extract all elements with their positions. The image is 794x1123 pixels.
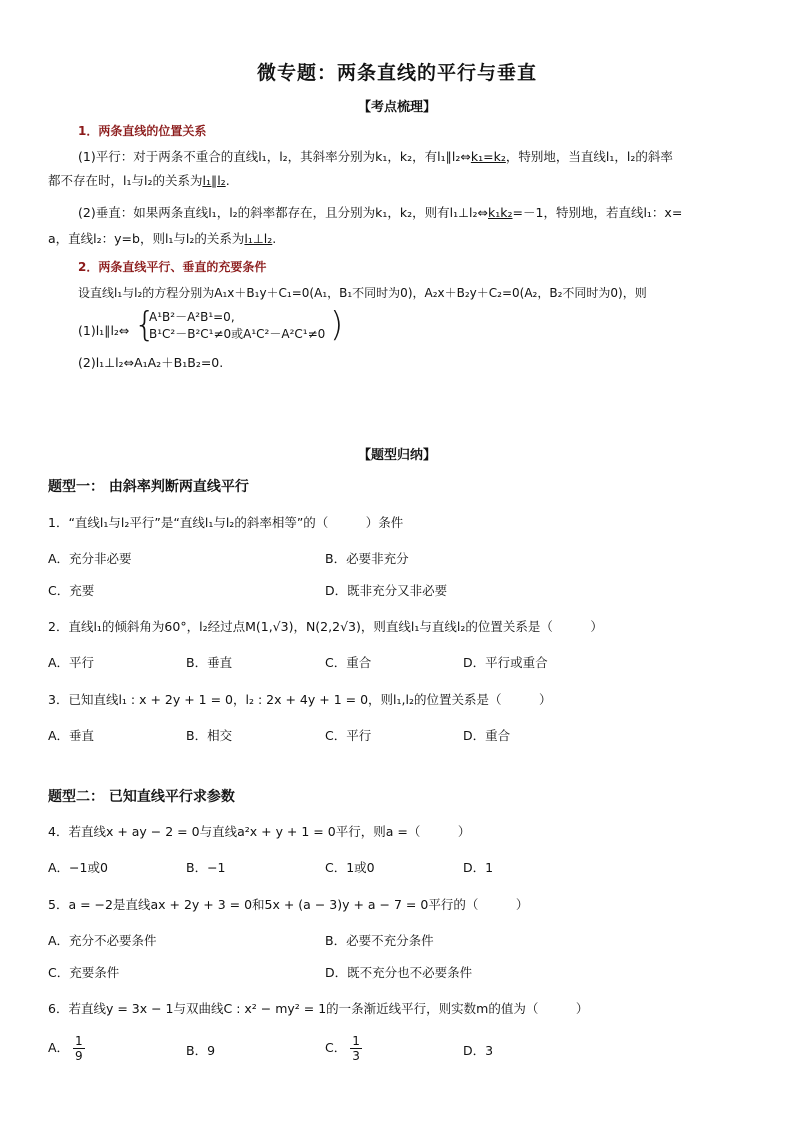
- q2-option-d: D．平行或重合: [463, 655, 548, 670]
- q6-option-c: [325, 1034, 362, 1063]
- q3-option-c: C．平行: [325, 728, 372, 743]
- q6-option-a: [48, 1034, 85, 1063]
- q5-option-c: C．充要条件: [48, 965, 120, 980]
- q6-c-den: 3: [352, 1049, 360, 1063]
- question-1: 1．“直线l₁与l₂平行”是“直线l₁与l₂的斜率相等”的（ ）条件: [48, 515, 404, 530]
- parallel-condition: [78, 320, 129, 342]
- p1a-text: (1)平行：对于两条不重合的直线l₁，l₂，其斜率分别为k₁，k₂，有l₁∥l₂⇔: [78, 149, 471, 164]
- p2b-underlined: l₁⊥l₂: [244, 231, 273, 246]
- q2-option-a: A．平行: [48, 655, 95, 670]
- p1b-end: .: [225, 173, 230, 188]
- q3-option-d: D．重合: [463, 728, 511, 743]
- q6-option-d: D．3: [463, 1043, 494, 1058]
- parallel-paragraph-line2: [48, 170, 230, 192]
- q1-option-b: B．必要非充分: [325, 551, 409, 566]
- q1-option-d: D．既非充分又非必要: [325, 583, 448, 598]
- q4-option-d: D．1: [463, 860, 494, 875]
- system-line1: A¹B²－A²B¹=0,: [149, 310, 235, 324]
- question-3: 3．已知直线l₁ : x + 2y + 1 = 0，l₂ : 2x + 4y + 1 = 0，则l₁,l₂的位置关系是（ ）: [48, 692, 552, 707]
- question-5: 5．a = −2是直线ax + 2y + 3 = 0和5x + (a − 3)y + a − 7 = 0平行的（ ）: [48, 897, 529, 912]
- q5-option-b: B．必要不充分条件: [325, 933, 434, 948]
- type2-heading: 题型二： 已知直线平行求参数: [48, 789, 235, 805]
- perp-condition: (2)l₁⊥l₂⇔A₁A₂＋B₁B₂=0.: [78, 355, 224, 370]
- parallel-condition-lhs: (1)l₁∥l₂⇔: [78, 323, 130, 338]
- q4-option-a: A．−1或0: [48, 860, 108, 875]
- p1a-underlined: k₁=k₂: [470, 149, 506, 164]
- section1-title: 1．两条直线的位置关系: [78, 124, 207, 138]
- p2b-end: .: [272, 231, 277, 246]
- p1a-end: ，特别地，当直线l₁，l₂的斜率: [505, 149, 673, 164]
- question-2: 2．直线l₁的倾斜角为60°，l₂经过点M(1,√3)，N(2,2√3)，则直线l₁与直线l₂的位置关系是（ ）: [48, 619, 603, 634]
- q6-a-label: A．: [48, 1040, 70, 1055]
- q5-option-d: D．既不充分也不必要条件: [325, 965, 473, 980]
- q1-option-c: C．充要: [48, 583, 95, 598]
- p1b-text: 都不存在时，l₁与l₂的关系为: [48, 173, 203, 188]
- question-6: 6．若直线y = 3x − 1与双曲线C : x² − my² = 1的一条渐近线平行，则实数m的值为（ ）: [48, 1001, 589, 1016]
- q2-option-b: B．垂直: [186, 655, 233, 670]
- perp-paragraph-line1: [78, 202, 682, 224]
- parallel-paragraph-line1: [78, 146, 673, 168]
- question-4: 4．若直线x + ay − 2 = 0与直线a²x + y + 1 = 0平行，则a =（ ）: [48, 824, 471, 839]
- q6-a-num: 1: [75, 1034, 83, 1048]
- parallel-condition-system: [149, 309, 325, 343]
- q1-option-a: A．充分非必要: [48, 551, 132, 566]
- tixing-header: 【题型归纳】: [357, 448, 436, 463]
- q5-option-a: A．充分不必要条件: [48, 933, 157, 948]
- q6-c-fraction: [350, 1034, 362, 1063]
- q6-a-den: 9: [75, 1049, 83, 1063]
- q4-option-b: B．−1: [186, 860, 226, 875]
- q6-option-b: B．9: [186, 1043, 216, 1058]
- q6-c-num: 1: [352, 1034, 360, 1048]
- p2a-underlined: k₁k₂: [488, 205, 513, 220]
- condition-paragraph: 设直线l₁与l₂的方程分别为A₁x＋B₁y＋C₁=0(A₁，B₁不同时为0)，A₂x＋B₂y＋C₂=0(A₂，B₂不同时为0)，则: [78, 286, 647, 300]
- p2a-text: (2)垂直：如果两条直线l₁，l₂的斜率都存在，且分别为k₁，k₂，则有l₁⊥l₂⇔: [78, 205, 489, 220]
- q2-option-c: C．重合: [325, 655, 372, 670]
- system-line2: B¹C²－B²C¹≠0或A¹C²－A²C¹≠0: [149, 327, 326, 341]
- perp-paragraph-line2: [48, 228, 276, 250]
- q3-option-a: A．垂直: [48, 728, 95, 743]
- left-brace: {: [134, 305, 156, 345]
- page-title: 微专题：两条直线的平行与垂直: [256, 62, 537, 84]
- q4-option-c: C．1或0: [325, 860, 375, 875]
- section2-title: 2．两条直线平行、垂直的充要条件: [78, 260, 267, 274]
- kaodian-header: 【考点梳理】: [357, 100, 436, 115]
- q3-option-b: B．相交: [186, 728, 233, 743]
- q6-c-label: C．: [325, 1040, 347, 1055]
- right-paren: ): [330, 305, 344, 345]
- p1b-underlined: l₁∥l₂: [202, 173, 226, 188]
- type1-heading: 题型一： 由斜率判断两直线平行: [48, 479, 249, 495]
- p2b-text: a，直线l₂：y=b，则l₁与l₂的关系为: [48, 231, 245, 246]
- p2a-end: =－1，特别地，若直线l₁：x=: [512, 205, 683, 220]
- q6-a-fraction: [73, 1034, 85, 1063]
